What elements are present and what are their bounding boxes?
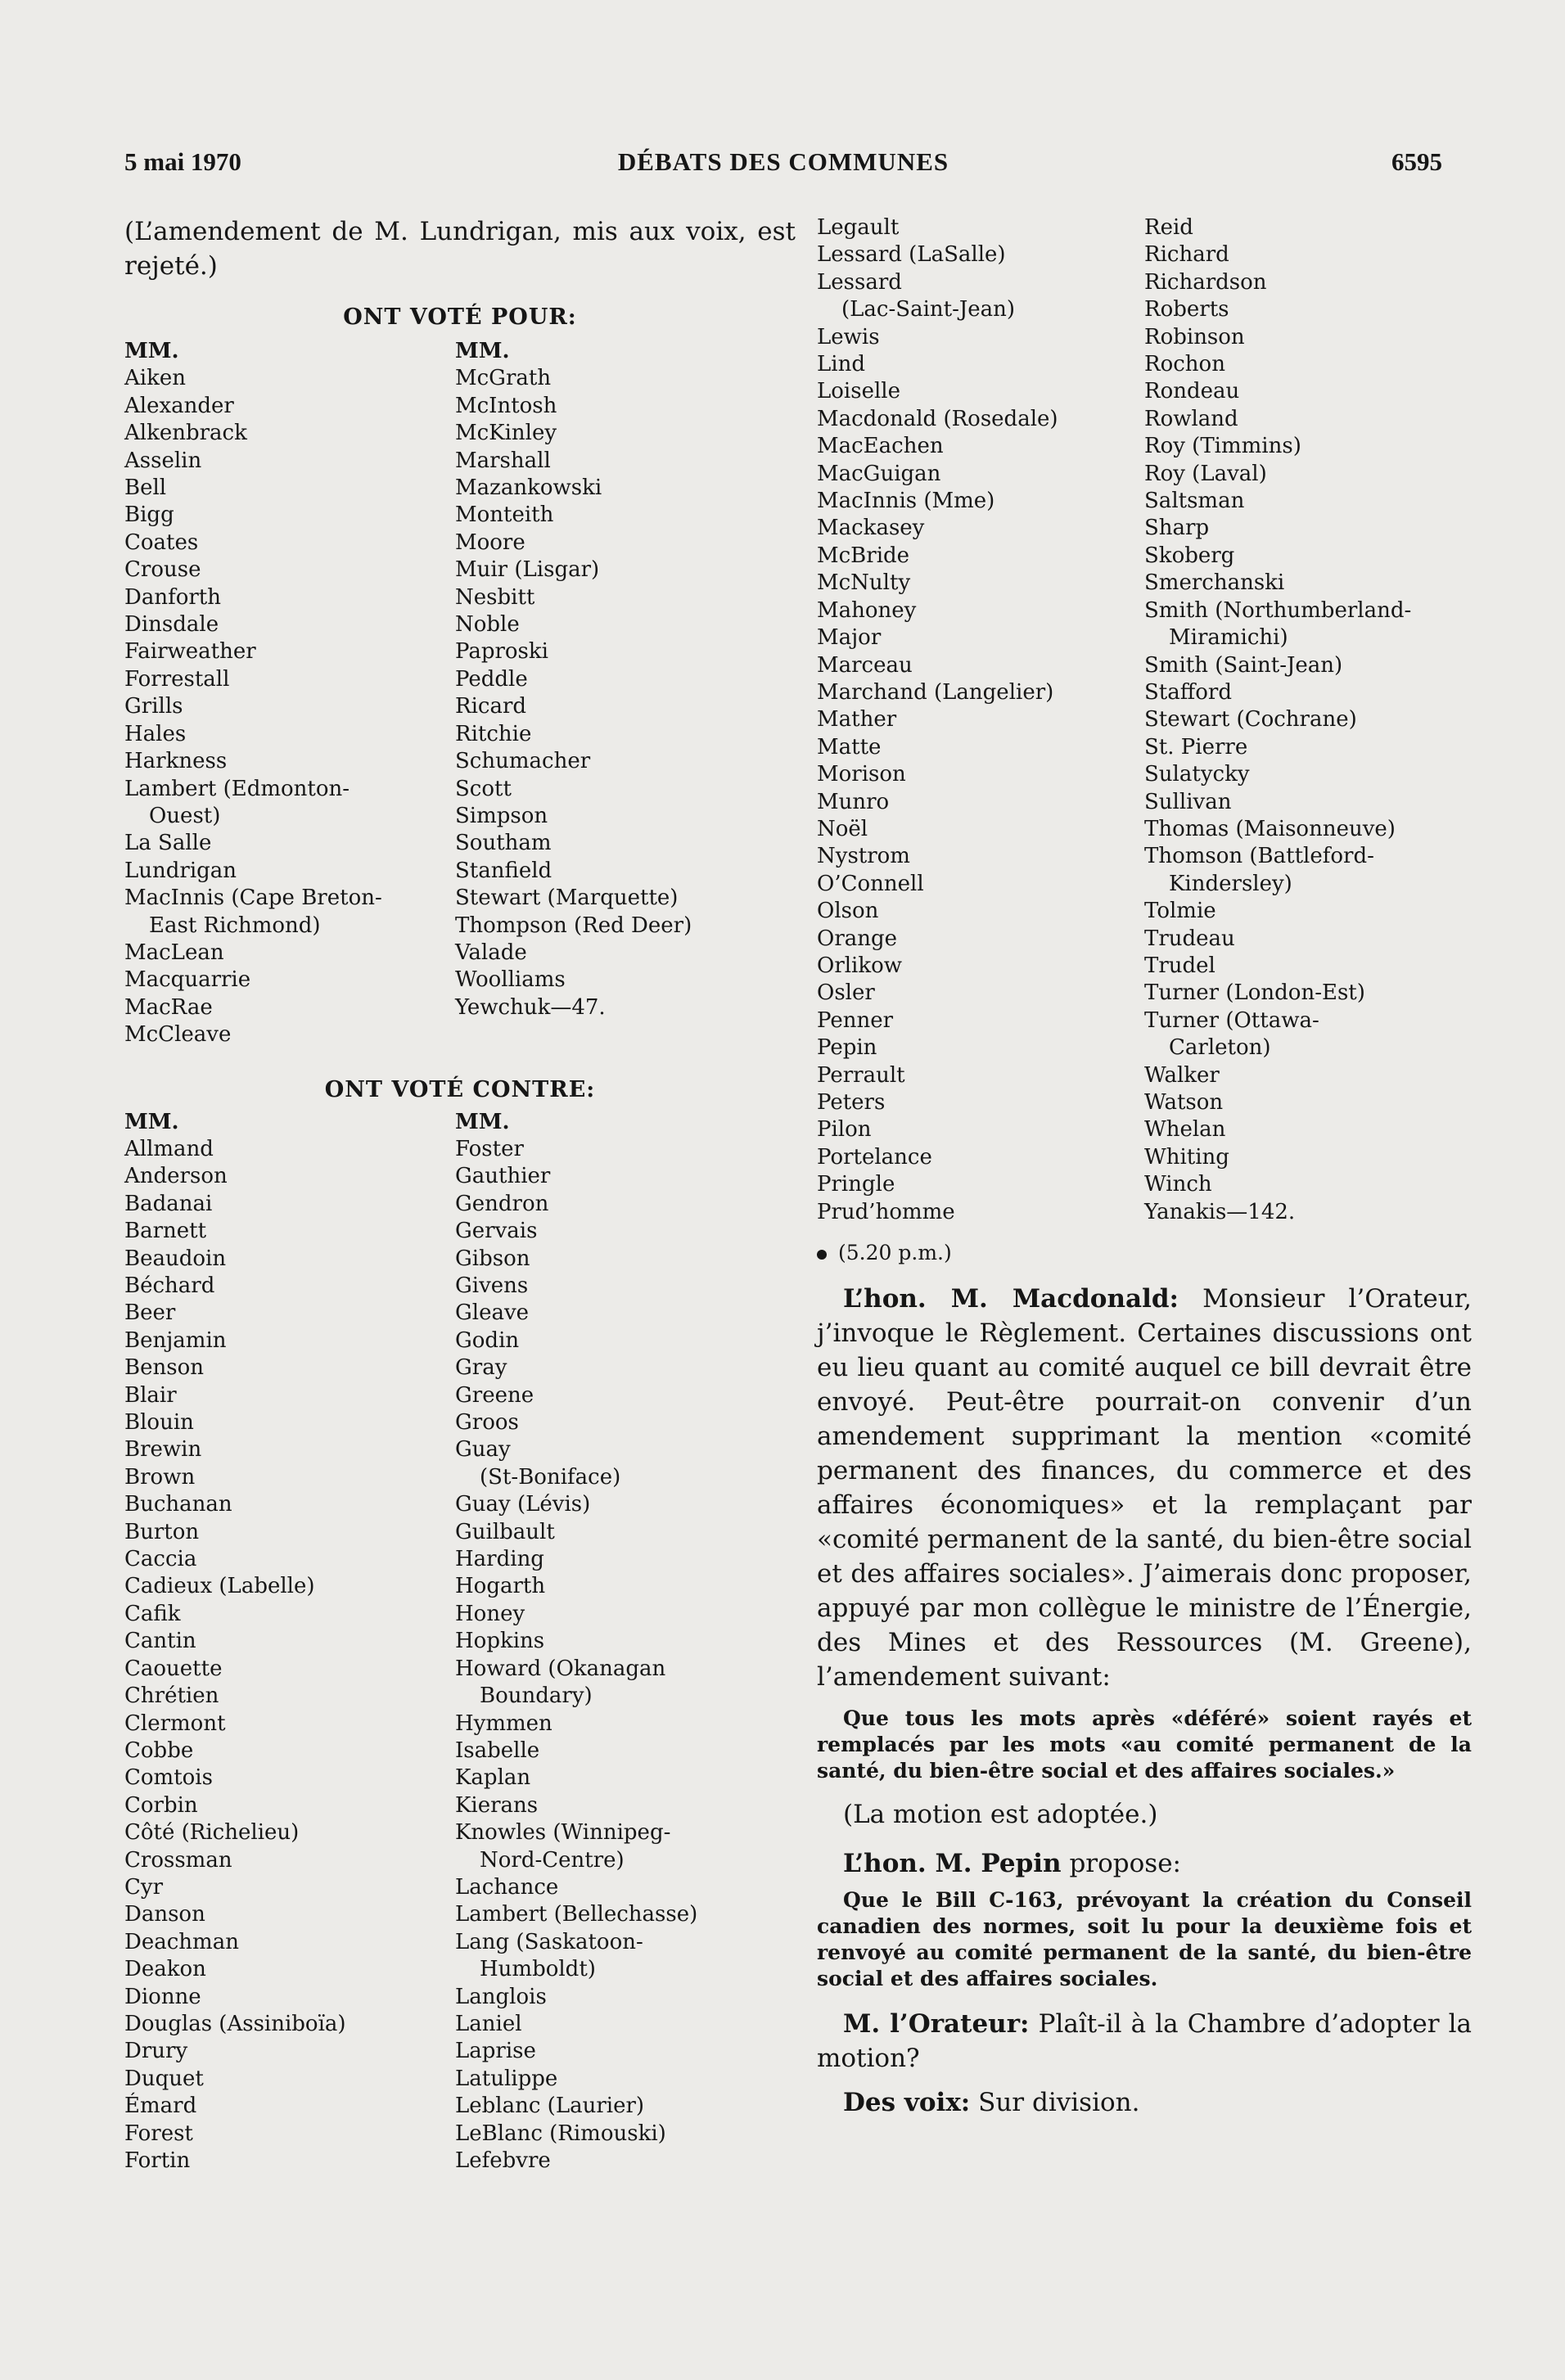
member-name: Cobbe — [124, 1738, 194, 1763]
member-name: Whiting — [1144, 1144, 1229, 1170]
member-name: Whelan — [1144, 1117, 1226, 1143]
member-name: MacInnis (Cape Breton- — [124, 886, 382, 911]
speech-macdonald — [817, 1282, 1472, 1694]
member-name: Guilbault — [455, 1519, 555, 1544]
member-name: Cyr — [124, 1874, 164, 1900]
member-name: Crossman — [124, 1847, 232, 1873]
member-name: Émard — [124, 2094, 197, 2119]
member-name: Noble — [455, 612, 520, 638]
member-name: Turner (Ottawa- — [1144, 1007, 1319, 1033]
intro-paragraph: (L’amendement de M. Lundrigan, mis aux voix, est rejeté.) — [124, 217, 796, 281]
member-name: Allmand — [124, 1136, 214, 1161]
member-name: Barnett — [124, 1219, 207, 1244]
member-name: Trudel — [1144, 953, 1215, 978]
member-name: Marceau — [817, 652, 913, 678]
member-name: MacInnis (Mme) — [817, 489, 995, 514]
page-header — [124, 147, 1442, 185]
vote-contre-list — [124, 1109, 796, 2175]
member-name: Guay — [455, 1437, 511, 1463]
member-name: Caouette — [124, 1656, 223, 1681]
member-name: Lessard — [817, 269, 902, 295]
member-name: Olson — [817, 899, 879, 924]
member-name: Smerchanski — [1144, 570, 1285, 596]
member-name: Thomas (Maisonneuve) — [1144, 816, 1396, 841]
member-name: Pilon — [817, 1117, 872, 1143]
amendment-quote: Que tous les mots après «déféré» soient rayés et remplacés par les mots «au comité permanent de la santé, du bien-être social et des affaires sociales.» — [817, 1706, 1472, 1783]
member-name: Gendron — [455, 1191, 549, 1216]
member-name: Béchard — [124, 1273, 215, 1298]
time-marker-text: (5.20 p.m.) — [838, 1241, 952, 1265]
member-name: Aiken — [124, 366, 186, 391]
member-name: Pringle — [817, 1172, 895, 1197]
member-name: Benson — [124, 1355, 204, 1381]
member-name: Alexander — [124, 393, 234, 418]
member-name: Blouin — [124, 1410, 194, 1436]
member-name: Gibson — [455, 1246, 530, 1271]
member-name: Morison — [817, 762, 906, 787]
member-name: MacRae — [124, 994, 213, 1020]
member-name: Watson — [1144, 1090, 1224, 1115]
member-name-continuation: Ouest) — [149, 803, 221, 828]
left-column — [124, 214, 796, 2175]
member-name: Lambert (Edmonton- — [124, 776, 350, 801]
member-name: Saltsman — [1144, 489, 1245, 514]
member-name: Richardson — [1144, 269, 1267, 295]
member-name: Laprise — [455, 2039, 536, 2064]
member-name: Caccia — [124, 1547, 197, 1572]
header-page-number: 6595 — [1391, 147, 1442, 176]
member-name: Clermont — [124, 1711, 226, 1736]
member-name: Winch — [1144, 1172, 1212, 1197]
member-name: Harkness — [124, 749, 228, 774]
member-name: Monteith — [455, 503, 554, 528]
member-name: Douglas (Assiniboïa) — [124, 2011, 346, 2036]
bullet-icon — [817, 1250, 827, 1260]
member-name: Crouse — [124, 557, 201, 583]
header-date: 5 mai 1970 — [124, 147, 241, 176]
member-name: Côté (Richelieu) — [124, 1820, 300, 1846]
member-name: Southam — [455, 831, 552, 856]
member-name: Sharp — [1144, 516, 1210, 541]
member-name: Duquet — [124, 2066, 204, 2091]
member-name: Thompson (Red Deer) — [455, 913, 692, 938]
member-name: Buchanan — [124, 1492, 232, 1517]
member-name: Brewin — [124, 1437, 202, 1463]
speaker-name: L’hon. M. Pepin — [843, 1849, 1062, 1879]
member-name: Danson — [124, 1902, 205, 1927]
member-name: Mahoney — [817, 597, 917, 623]
member-name: Hopkins — [455, 1629, 545, 1654]
member-name: Marshall — [455, 448, 551, 473]
vote-contre-list-continued — [817, 214, 1472, 1226]
member-name: McGrath — [455, 366, 552, 391]
member-name: Rochon — [1144, 352, 1225, 377]
member-name: Simpson — [455, 803, 548, 828]
member-name: Burton — [124, 1519, 200, 1544]
member-name-continuation: (Lac-Saint-Jean) — [841, 297, 1016, 322]
member-name: Peters — [817, 1090, 886, 1115]
member-name: Smith (Saint-Jean) — [1144, 652, 1343, 678]
member-name: Gervais — [455, 1219, 538, 1244]
member-name: McIntosh — [455, 393, 557, 418]
member-name: Roy (Laval) — [1144, 461, 1267, 486]
member-name: Schumacher — [455, 749, 591, 774]
list-heading: MM. — [455, 1109, 510, 1134]
vote-pour-left-column — [124, 338, 455, 1049]
member-name: Lachance — [455, 1874, 559, 1900]
member-name: Chrétien — [124, 1684, 219, 1709]
member-name: Paproski — [455, 639, 548, 665]
member-name: Loiselle — [817, 379, 900, 404]
member-name: Pepin — [817, 1035, 877, 1061]
member-name: Guay (Lévis) — [455, 1492, 591, 1517]
speech-text: propose: — [1069, 1849, 1181, 1879]
member-name: Moore — [455, 530, 525, 555]
member-name: Yanakis—142. — [1144, 1199, 1296, 1224]
member-name: Osler — [817, 980, 875, 1006]
list-heading: MM. — [124, 339, 179, 363]
member-name: McNulty — [817, 570, 911, 596]
speech-text: Sur division. — [978, 2088, 1140, 2118]
member-name: McKinley — [455, 421, 557, 446]
vote-pour-right-column — [455, 338, 786, 1049]
vote-pour-heading: ONT VOTÉ POUR: — [343, 304, 577, 330]
member-name: Rowland — [1144, 406, 1238, 431]
member-name: Portelance — [817, 1144, 932, 1170]
member-name: Forrestall — [124, 666, 230, 692]
member-name: Mather — [817, 707, 897, 732]
member-name: Forest — [124, 2121, 193, 2146]
member-name: Kierans — [455, 1792, 539, 1818]
member-name: Woolliams — [455, 967, 566, 993]
member-name: O’Connell — [817, 871, 924, 896]
member-name: Lefebvre — [455, 2148, 551, 2173]
member-name: Alkenbrack — [124, 421, 247, 446]
member-name-continuation: Kindersley) — [1169, 871, 1292, 896]
member-name: Coates — [124, 530, 199, 555]
member-name: Godin — [455, 1327, 520, 1353]
member-name: Matte — [817, 734, 882, 760]
member-name: Ritchie — [455, 721, 532, 746]
member-name: Kaplan — [455, 1765, 531, 1791]
member-name: Anderson — [124, 1164, 228, 1189]
member-name: Rondeau — [1144, 379, 1240, 404]
member-name: Asselin — [124, 448, 202, 473]
member-name: Latulippe — [455, 2066, 558, 2091]
vote-contre-third-column — [817, 214, 1144, 1226]
member-name-continuation: Carleton) — [1169, 1035, 1271, 1061]
speech-text: Plaît-il à la Chambre d’adopter la motion? — [817, 2009, 1473, 2074]
member-name: Comtois — [124, 1765, 213, 1791]
member-name: Badanai — [124, 1191, 213, 1216]
member-name: La Salle — [124, 831, 212, 856]
member-name: Orange — [817, 926, 898, 951]
member-name: Dinsdale — [124, 612, 219, 638]
member-name: Knowles (Winnipeg- — [455, 1820, 671, 1846]
member-name: McBride — [817, 543, 910, 568]
member-name: Gauthier — [455, 1164, 551, 1189]
member-name: Leblanc (Laurier) — [455, 2094, 645, 2119]
member-name: Honey — [455, 1601, 525, 1626]
member-name: Lewis — [817, 324, 880, 349]
member-name: Danforth — [124, 584, 221, 610]
speaker-name: M. l’Orateur: — [843, 2009, 1030, 2040]
speech-orateur — [817, 2007, 1472, 2076]
member-name: Stewart (Marquette) — [455, 886, 679, 911]
member-name: MacGuigan — [817, 461, 941, 486]
member-name: Givens — [455, 1273, 529, 1298]
member-name: Stanfield — [455, 858, 552, 883]
member-name: Bigg — [124, 503, 174, 528]
speech-voix — [817, 2085, 1472, 2120]
member-name: Roberts — [1144, 297, 1229, 322]
member-name: Legault — [817, 215, 900, 240]
member-name: Grills — [124, 694, 183, 719]
member-name: Groos — [455, 1410, 519, 1436]
member-name: Ricard — [455, 694, 527, 719]
member-name-continuation: Boundary) — [480, 1684, 593, 1709]
member-name: Gleave — [455, 1300, 530, 1326]
speaker-name: Des voix: — [843, 2088, 971, 2118]
member-name: Reid — [1144, 215, 1193, 240]
member-name: Stafford — [1144, 679, 1232, 705]
member-name: LeBlanc (Rimouski) — [455, 2121, 666, 2146]
list-heading: MM. — [124, 1109, 179, 1134]
member-name: Noël — [817, 816, 868, 841]
member-name: Peddle — [455, 666, 528, 692]
member-name: Blair — [124, 1382, 177, 1408]
vote-contre-fourth-column — [1144, 214, 1472, 1226]
member-name: Corbin — [124, 1792, 198, 1818]
time-marker — [817, 1239, 1472, 1267]
member-name: Hymmen — [455, 1711, 552, 1736]
member-name: Walker — [1144, 1062, 1220, 1088]
member-name: Foster — [455, 1136, 524, 1161]
motion-quote: Que le Bill C-163, prévoyant la création du Conseil canadien des normes, soit lu pour la deuxième fois et renvoyé au comité permanent de la santé, du bien-être social et des affaires sociales. — [817, 1888, 1472, 1991]
member-name: MacLean — [124, 940, 224, 965]
member-name: Laniel — [455, 2011, 522, 2036]
member-name: Nesbitt — [455, 584, 535, 610]
motion-adopted-text: (La motion est adoptée.) — [843, 1800, 1158, 1830]
member-name: Greene — [455, 1382, 534, 1408]
member-name: St. Pierre — [1144, 734, 1248, 760]
member-name: Valade — [455, 940, 527, 965]
member-name: Deakon — [124, 1957, 206, 1982]
member-name: Harding — [455, 1547, 544, 1572]
member-name: Bell — [124, 476, 167, 501]
member-name: Isabelle — [455, 1738, 540, 1763]
member-name: McCleave — [124, 1022, 232, 1048]
member-name: Muir (Lisgar) — [455, 557, 600, 583]
member-name: Lundrigan — [124, 858, 237, 883]
member-name: Major — [817, 625, 882, 651]
member-name: Dionne — [124, 1984, 201, 2009]
member-name: Lambert (Bellechasse) — [455, 1902, 698, 1927]
member-name: Beer — [124, 1300, 176, 1326]
member-name-continuation: Nord-Centre) — [480, 1847, 625, 1873]
member-name: Macdonald (Rosedale) — [817, 406, 1058, 431]
member-name: Beaudoin — [124, 1246, 227, 1271]
member-name: Richard — [1144, 242, 1229, 268]
member-name: Deachman — [124, 1929, 239, 1954]
member-name: Fortin — [124, 2148, 191, 2173]
member-name: Yewchuk—47. — [455, 994, 606, 1020]
member-name-continuation: (St-Boniface) — [480, 1464, 621, 1490]
member-name: Lang (Saskatoon- — [455, 1929, 643, 1954]
member-name: Roy (Timmins) — [1144, 434, 1301, 459]
member-name-continuation: East Richmond) — [149, 913, 321, 938]
member-name: Fairweather — [124, 639, 256, 665]
header-title: DÉBATS DES COMMUNES — [617, 147, 949, 176]
member-name: Smith (Northumberland- — [1144, 597, 1412, 623]
speech-pepin — [817, 1846, 1472, 1881]
member-name: Turner (London-Est) — [1144, 980, 1365, 1006]
member-name: Orlikow — [817, 953, 903, 978]
member-name: Cafik — [124, 1601, 181, 1626]
vote-pour-list — [124, 338, 796, 1049]
member-name: Hogarth — [455, 1574, 546, 1599]
member-name: Tolmie — [1144, 899, 1216, 924]
list-heading: MM. — [455, 339, 510, 363]
speaker-name: L’hon. M. Macdonald: — [843, 1284, 1179, 1314]
member-name: Lessard (LaSalle) — [817, 242, 1006, 268]
member-name: Munro — [817, 789, 890, 814]
member-name: Langlois — [455, 1984, 547, 2009]
member-name: MacEachen — [817, 434, 944, 459]
member-name: Perrault — [817, 1062, 905, 1088]
member-name: Brown — [124, 1464, 196, 1490]
member-name: Howard (Okanagan — [455, 1656, 666, 1681]
member-name: Benjamin — [124, 1327, 227, 1353]
speech-text: Monsieur l’Orateur, j’invoque le Règlement. Certaines discussions ont eu lieu quant au comité auquel ce bill devrait être envoyé. Peut-être pourrait-on convenir d’un amendement supprimant la mention «comité permanent des finances, du commerce et des affaires économiques» et la remplaçant par «comité permanent de la santé, du bien-être social et des affaires sociales». J’aimerais donc proposer, appuyé par mon collègue le ministre de l’Énergie, des Mines et des Ressources (M. Greene), l’amendement suivant: — [817, 1284, 1472, 1693]
member-name: Scott — [455, 776, 512, 801]
member-name: Gray — [455, 1355, 507, 1381]
member-name: Prud’homme — [817, 1199, 955, 1224]
member-name: Hales — [124, 721, 187, 746]
member-name: Cantin — [124, 1629, 196, 1654]
member-name: Mazankowski — [455, 476, 602, 501]
member-name: Lind — [817, 352, 865, 377]
member-name: Mackasey — [817, 516, 925, 541]
member-name: Stewart (Cochrane) — [1144, 707, 1357, 732]
member-name: Sullivan — [1144, 789, 1232, 814]
member-name: Robinson — [1144, 324, 1245, 349]
member-name: Sulatycky — [1144, 762, 1250, 787]
member-name: Marchand (Langelier) — [817, 679, 1054, 705]
member-name-continuation: Humboldt) — [480, 1957, 596, 1982]
member-name: Thomson (Battleford- — [1144, 844, 1374, 869]
member-name-continuation: Miramichi) — [1169, 625, 1288, 651]
member-name: Cadieux (Labelle) — [124, 1574, 315, 1599]
member-name: Macquarrie — [124, 967, 251, 993]
vote-contre-left-column — [124, 1109, 455, 2175]
right-column — [817, 214, 1472, 2120]
vote-contre-right-column — [455, 1109, 786, 2175]
member-name: Drury — [124, 2039, 188, 2064]
member-name: Penner — [817, 1007, 894, 1033]
vote-contre-heading: ONT VOTÉ CONTRE: — [324, 1076, 596, 1102]
member-name: Skoberg — [1144, 543, 1235, 568]
member-name: Trudeau — [1144, 926, 1235, 951]
member-name: Nystrom — [817, 844, 910, 869]
